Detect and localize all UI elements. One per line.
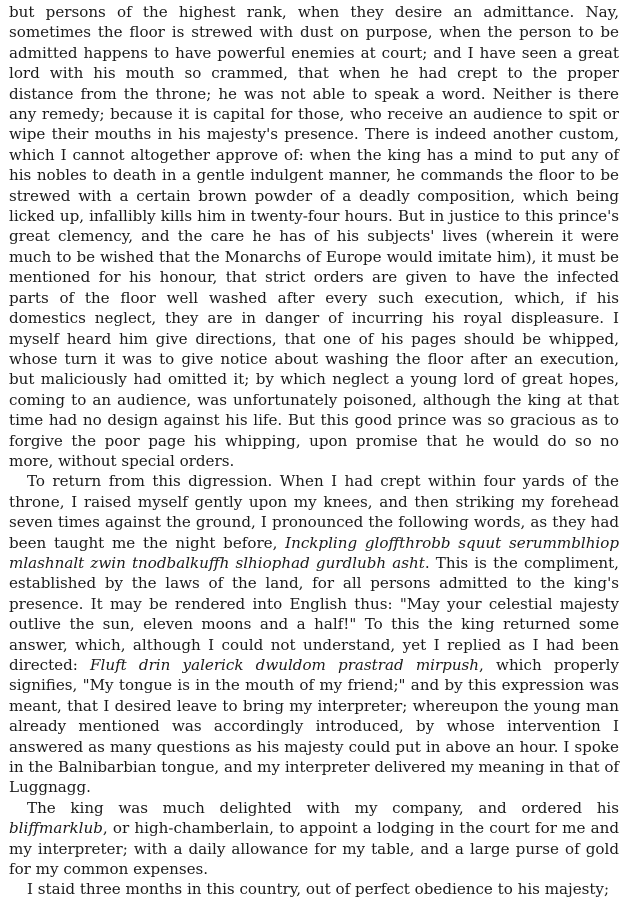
- text-segment: but persons of the highest rank, when they desire an admittance. Nay, sometimes the floor is strewed with dust on purpose, when the person to be admitted happens to have powerful enemies at court; and I have seen a great lord with his mouth so crammed, that when he had crept to the proper distance from the throne; he was not able to speak a word. Neither is there any remedy; because it is capital for those, who receive an audience to spit or wipe their mouths in his majesty's presence. There is indeed another custom, which I cannot altogether approve of: when the king has a mind to put any of his nobles to death in a gentle indulgent manner, he commands the floor to be strewed with a certain brown powder of a deadly composition, which being licked up, infallibly kills him in twenty-four hours. But in justice to this prince's great clemency, and the care he has of his subjects' lives (wherein it were much to be wished that the Monarchs of Europe would imitate him), it must be mentioned for his honour, that strict orders are given to have the infected parts of the floor well washed after every such execution, which, if his domestics neglect, they are in danger of incurring his royal displeasure. I myself heard him give directions, that one of his pages should be whipped, whose turn it was to give notice about washing the floor after an execution, but maliciously had omitted it; by which neglect a young lord of great hopes, coming to an audience, was unfortunately poisoned, although the king at that time had no design against his life. But this good prince was so gracious as to forgive the poor page his whipping, upon promise that he would do so no more, without special orders.: [9, 3, 619, 470]
- text-segment: , or high-chamberlain, to appoint a lodging in the court for me and my interpreter; with a daily allowance for my table, and a large purse of gold for my common expenses.: [9, 819, 619, 879]
- text-segment: I staid three months in this country, out of perfect obedience to his majesty;: [27, 880, 610, 899]
- italic-text: bliffmarklub: [9, 819, 103, 838]
- body-text: [9, 2, 619, 900]
- paragraph: [9, 471, 619, 798]
- paragraph: [9, 798, 619, 880]
- text-segment: , which properly signifies, "My tongue is in the mouth of my friend;" and by this expression was meant, that I desired leave to bring my interpreter; whereupon the young man already mentioned was accordingly introduced, by whose intervention I answered as many questions as his majesty could put in above an hour. I spoke in the Balnibarbian tongue, and my interpreter delivered my meaning in that of Luggnagg.: [9, 656, 619, 797]
- text-segment: . This is the compliment, established by the laws of the land, for all persons admitted to the king's presence. It may be rendered into English thus: "May your celestial majesty outlive the sun, eleven moons and a half!" To this the king returned some answer, which, although I could not understand, yet I replied as I had been directed:: [9, 553, 619, 674]
- paragraph: [9, 2, 619, 471]
- italic-text: Inckpling gloffthrobb squut serummblhiop mlashnalt zwin tnodbalkuffh slhiophad gurdlubh asht: [9, 533, 619, 572]
- text-segment: To return from this digression. When I had crept within four yards of the throne, I raised myself gently upon my knees, and then striking my forehead seven times against the ground, I pronounced the following words, as they had been taught me the night before,: [9, 472, 619, 552]
- text-segment: The king was much delighted with my company, and ordered his: [27, 798, 619, 817]
- italic-text: Fluft drin yalerick dwuldom prastrad mirpush: [90, 656, 480, 674]
- paragraph: [9, 879, 619, 899]
